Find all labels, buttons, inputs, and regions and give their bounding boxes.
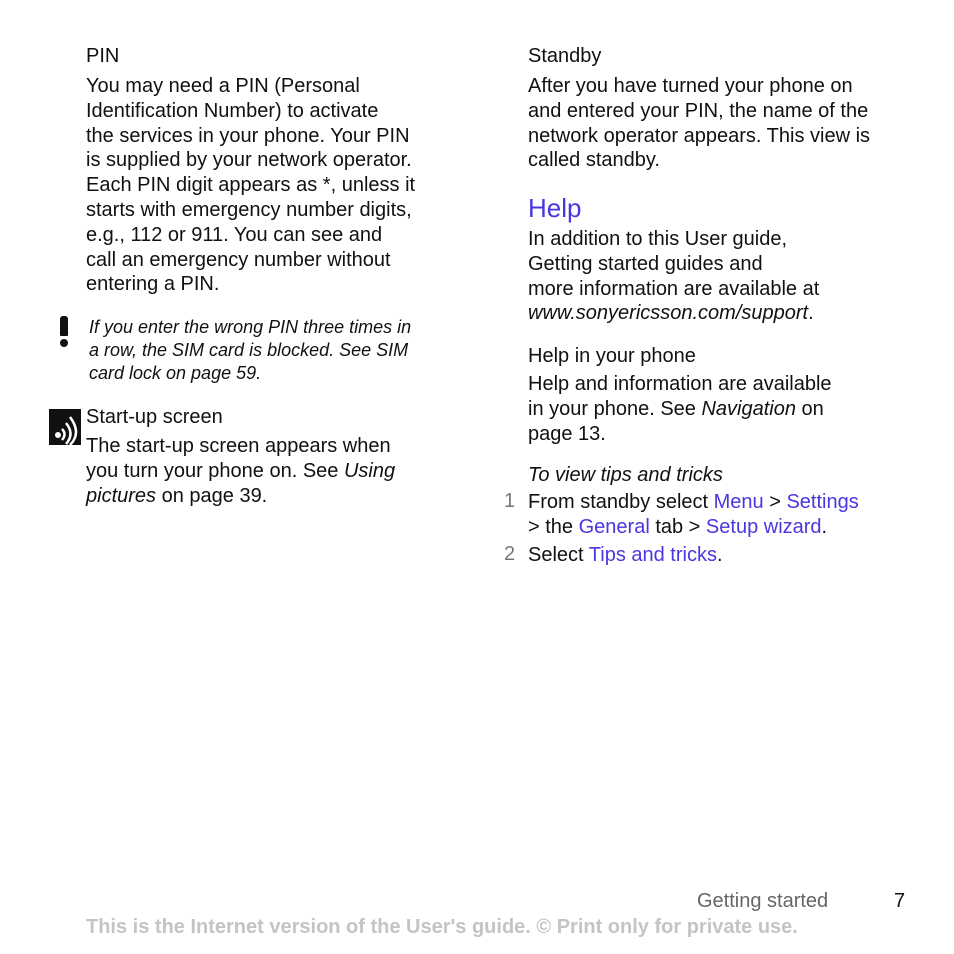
text: .: [808, 302, 814, 325]
note-line: If you enter the wrong PIN three times in: [89, 317, 412, 337]
text: > the: [528, 515, 579, 538]
pin-line: is supplied by your network operator.: [86, 149, 412, 172]
general-link: General: [578, 515, 650, 538]
startup-line: [86, 484, 466, 509]
help-phone-line: page 13.: [528, 422, 606, 445]
help-line: [528, 301, 928, 326]
disclaimer: This is the Internet version of the User's guide. © Print only for private use.: [86, 916, 798, 938]
startup-line: [86, 459, 466, 484]
pin-body: [86, 74, 466, 297]
step-1-line: [528, 515, 928, 540]
text: .: [821, 515, 828, 538]
text: on: [795, 397, 824, 420]
text: tab >: [649, 515, 706, 538]
pin-line: Identification Number) to activate: [86, 99, 379, 122]
step-number: 2: [504, 543, 516, 565]
standby-line: network operator appears. This view is: [528, 124, 871, 147]
help-line: In addition to this User guide,: [528, 228, 788, 250]
standby-section: [528, 44, 928, 173]
pin-line: entering a PIN.: [86, 273, 220, 296]
pin-line: the services in your phone. Your PIN: [86, 124, 410, 147]
text: From standby select: [528, 491, 714, 513]
pin-line: call an emergency number without: [86, 248, 391, 271]
help-section: [528, 193, 928, 326]
startup-section: [86, 405, 466, 508]
step-2-line: [528, 543, 928, 568]
standby-line: and entered your PIN, the name of the: [528, 99, 869, 122]
step-1-line: [528, 490, 928, 515]
exclamation-icon: [58, 316, 70, 348]
text: .: [716, 544, 723, 566]
xref-using: Using: [343, 459, 396, 482]
text: >: [763, 491, 787, 513]
text: Select: [528, 544, 589, 566]
xref-pictures: pictures: [86, 484, 157, 507]
xref-navigation: Navigation: [701, 397, 796, 420]
tips-heading: [528, 463, 723, 487]
text: in your phone. See: [528, 397, 702, 420]
tips-heading-text: To view tips and tricks: [528, 464, 723, 486]
help-phone-line: Help and information are available: [528, 373, 832, 395]
help-phone-section: [528, 344, 928, 446]
step-2: [528, 543, 928, 568]
help-title: Help: [528, 193, 582, 223]
note-line: card lock on page 59.: [89, 363, 262, 383]
menu-link: Menu: [713, 491, 764, 513]
help-phone-heading: Help in your phone: [528, 345, 696, 367]
standby-heading: Standby: [528, 45, 602, 67]
pin-line: starts with emergency number digits,: [86, 198, 412, 221]
help-phone-line: [528, 397, 928, 422]
pin-heading: PIN: [86, 45, 120, 67]
text: on page 39.: [156, 484, 268, 507]
pin-line: Each PIN digit appears as *, unless it: [86, 174, 416, 197]
page-number: 7: [894, 890, 906, 912]
pin-section: [86, 44, 466, 297]
footer-section: Getting started: [697, 890, 829, 912]
standby-line: After you have turned your phone on: [528, 75, 853, 97]
standby-line: called standby.: [528, 149, 660, 172]
pin-line: You may need a PIN (Personal: [86, 75, 360, 97]
help-line: Getting started guides and: [528, 252, 763, 275]
help-line: more information are available at: [528, 277, 820, 300]
step-1: [528, 490, 928, 540]
text: you turn your phone on. See: [86, 459, 344, 482]
step-number: 1: [504, 490, 516, 512]
startup-heading: Start-up screen: [86, 406, 223, 428]
note-line: a row, the SIM card is blocked. See SIM: [89, 340, 409, 360]
startup-line: The start-up screen appears when: [86, 435, 391, 457]
tips-and-tricks-link: Tips and tricks: [588, 544, 717, 566]
phone-signal-icon: [49, 409, 81, 445]
setup-wizard-link: Setup wizard: [705, 515, 822, 538]
support-url: www.sonyericsson.com/support: [528, 302, 809, 325]
pin-line: e.g., 112 or 911. You can see and: [86, 223, 383, 246]
settings-link: Settings: [786, 491, 859, 513]
sim-lock-note: [89, 316, 464, 385]
